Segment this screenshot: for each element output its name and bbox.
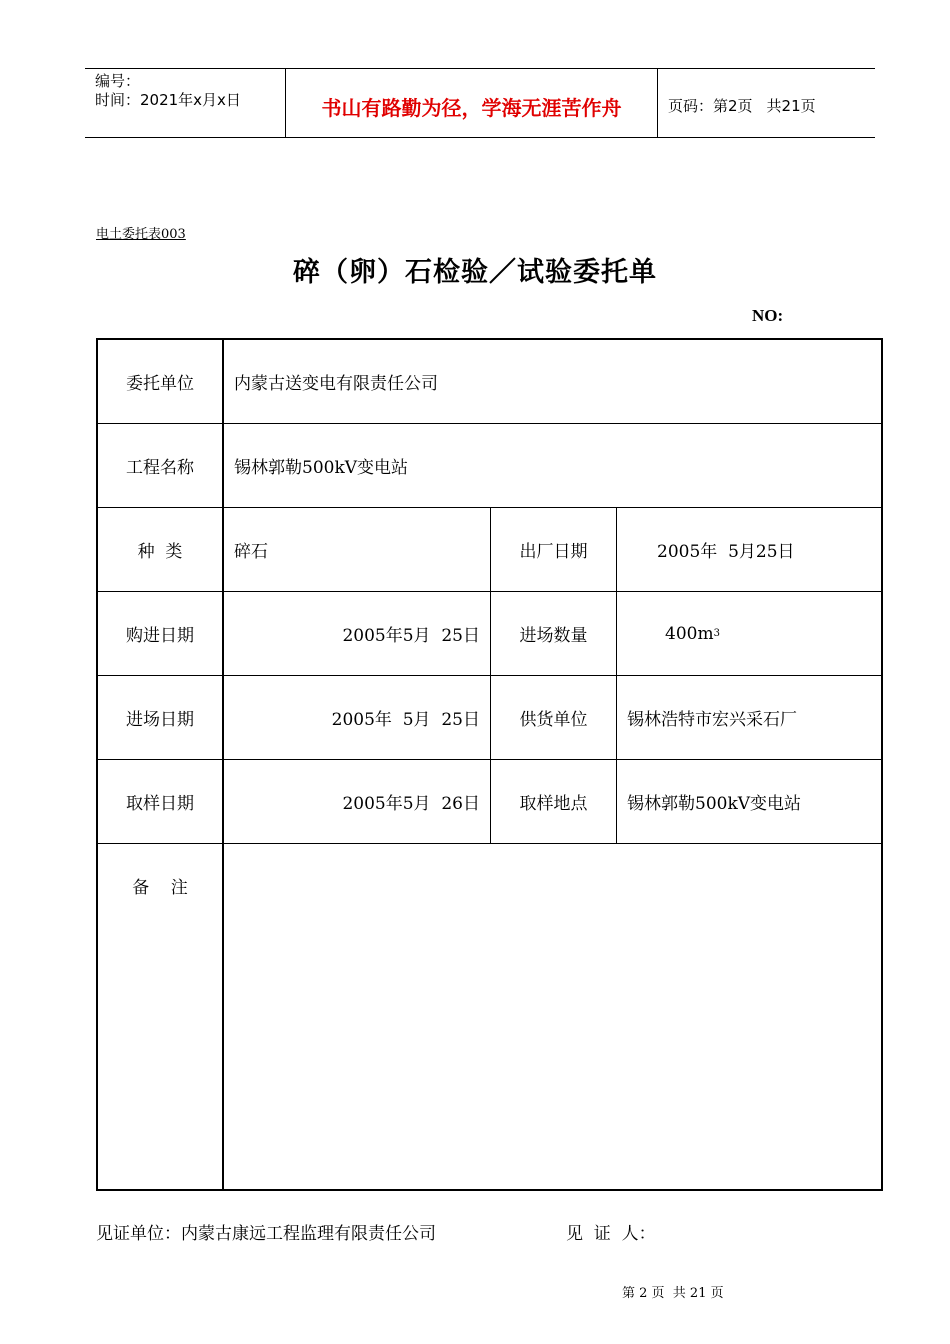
serial-label: 编号： xyxy=(95,72,141,90)
witness-unit: 见证单位：内蒙古康远工程监理有限责任公司 xyxy=(96,1224,436,1244)
sample-date-label: 取样日期 xyxy=(126,794,194,814)
sample-place-value: 锡林郭勒500kV变电站 xyxy=(627,794,802,814)
supplier-value: 锡林浩特市宏兴采石厂 xyxy=(627,710,797,730)
header-page-info xyxy=(658,69,875,137)
project-label: 工程名称 xyxy=(126,458,194,478)
remarks-field[interactable] xyxy=(224,844,881,1189)
factory-date-label: 出厂日期 xyxy=(519,542,588,562)
page-number: 第 2 页 共 21 页 xyxy=(622,1286,724,1301)
number-label: NO: xyxy=(752,306,784,325)
sample-date-value: 2005年5月 26日 xyxy=(342,794,480,814)
purchase-date-value: 2005年5月 25日 xyxy=(342,626,480,646)
type-label: 种 类 xyxy=(137,542,183,562)
header-meta xyxy=(85,69,285,137)
page-header xyxy=(85,68,875,138)
entry-date-label: 进场日期 xyxy=(126,710,194,730)
type-value: 碎石 xyxy=(234,542,268,562)
header-motto: 书山有路勤为径，学海无涯苦作舟 xyxy=(285,69,658,137)
page-total: 共21页 xyxy=(766,96,816,115)
factory-date-value: 2005年 5月25日 xyxy=(657,542,795,562)
client-label: 委托单位 xyxy=(126,374,194,394)
sample-place-label: 取样地点 xyxy=(519,794,588,814)
remarks-label: 备 注 xyxy=(132,877,188,898)
quantity-number: 400m xyxy=(665,623,714,644)
commission-table xyxy=(96,338,883,1191)
witness-person: 见 证 人： xyxy=(566,1224,656,1244)
form-code: 电土委托表003 xyxy=(96,227,186,242)
purchase-date-label: 购进日期 xyxy=(126,626,194,646)
page-title: 碎（卵）石检验／试验委托单 xyxy=(293,257,657,288)
project-value: 锡林郭勒500kV变电站 xyxy=(234,458,409,478)
client-value: 内蒙古送变电有限责任公司 xyxy=(234,374,438,394)
page-prefix: 页码：第2页 xyxy=(668,96,753,115)
entry-date-value: 2005年 5月 25日 xyxy=(331,710,480,730)
quantity-label: 进场数量 xyxy=(519,626,588,646)
date-line: 时间：2021年x月x日 xyxy=(95,91,241,109)
quantity-value xyxy=(617,592,881,675)
quantity-unit-superscript: 3 xyxy=(713,628,720,639)
supplier-label: 供货单位 xyxy=(519,710,588,730)
